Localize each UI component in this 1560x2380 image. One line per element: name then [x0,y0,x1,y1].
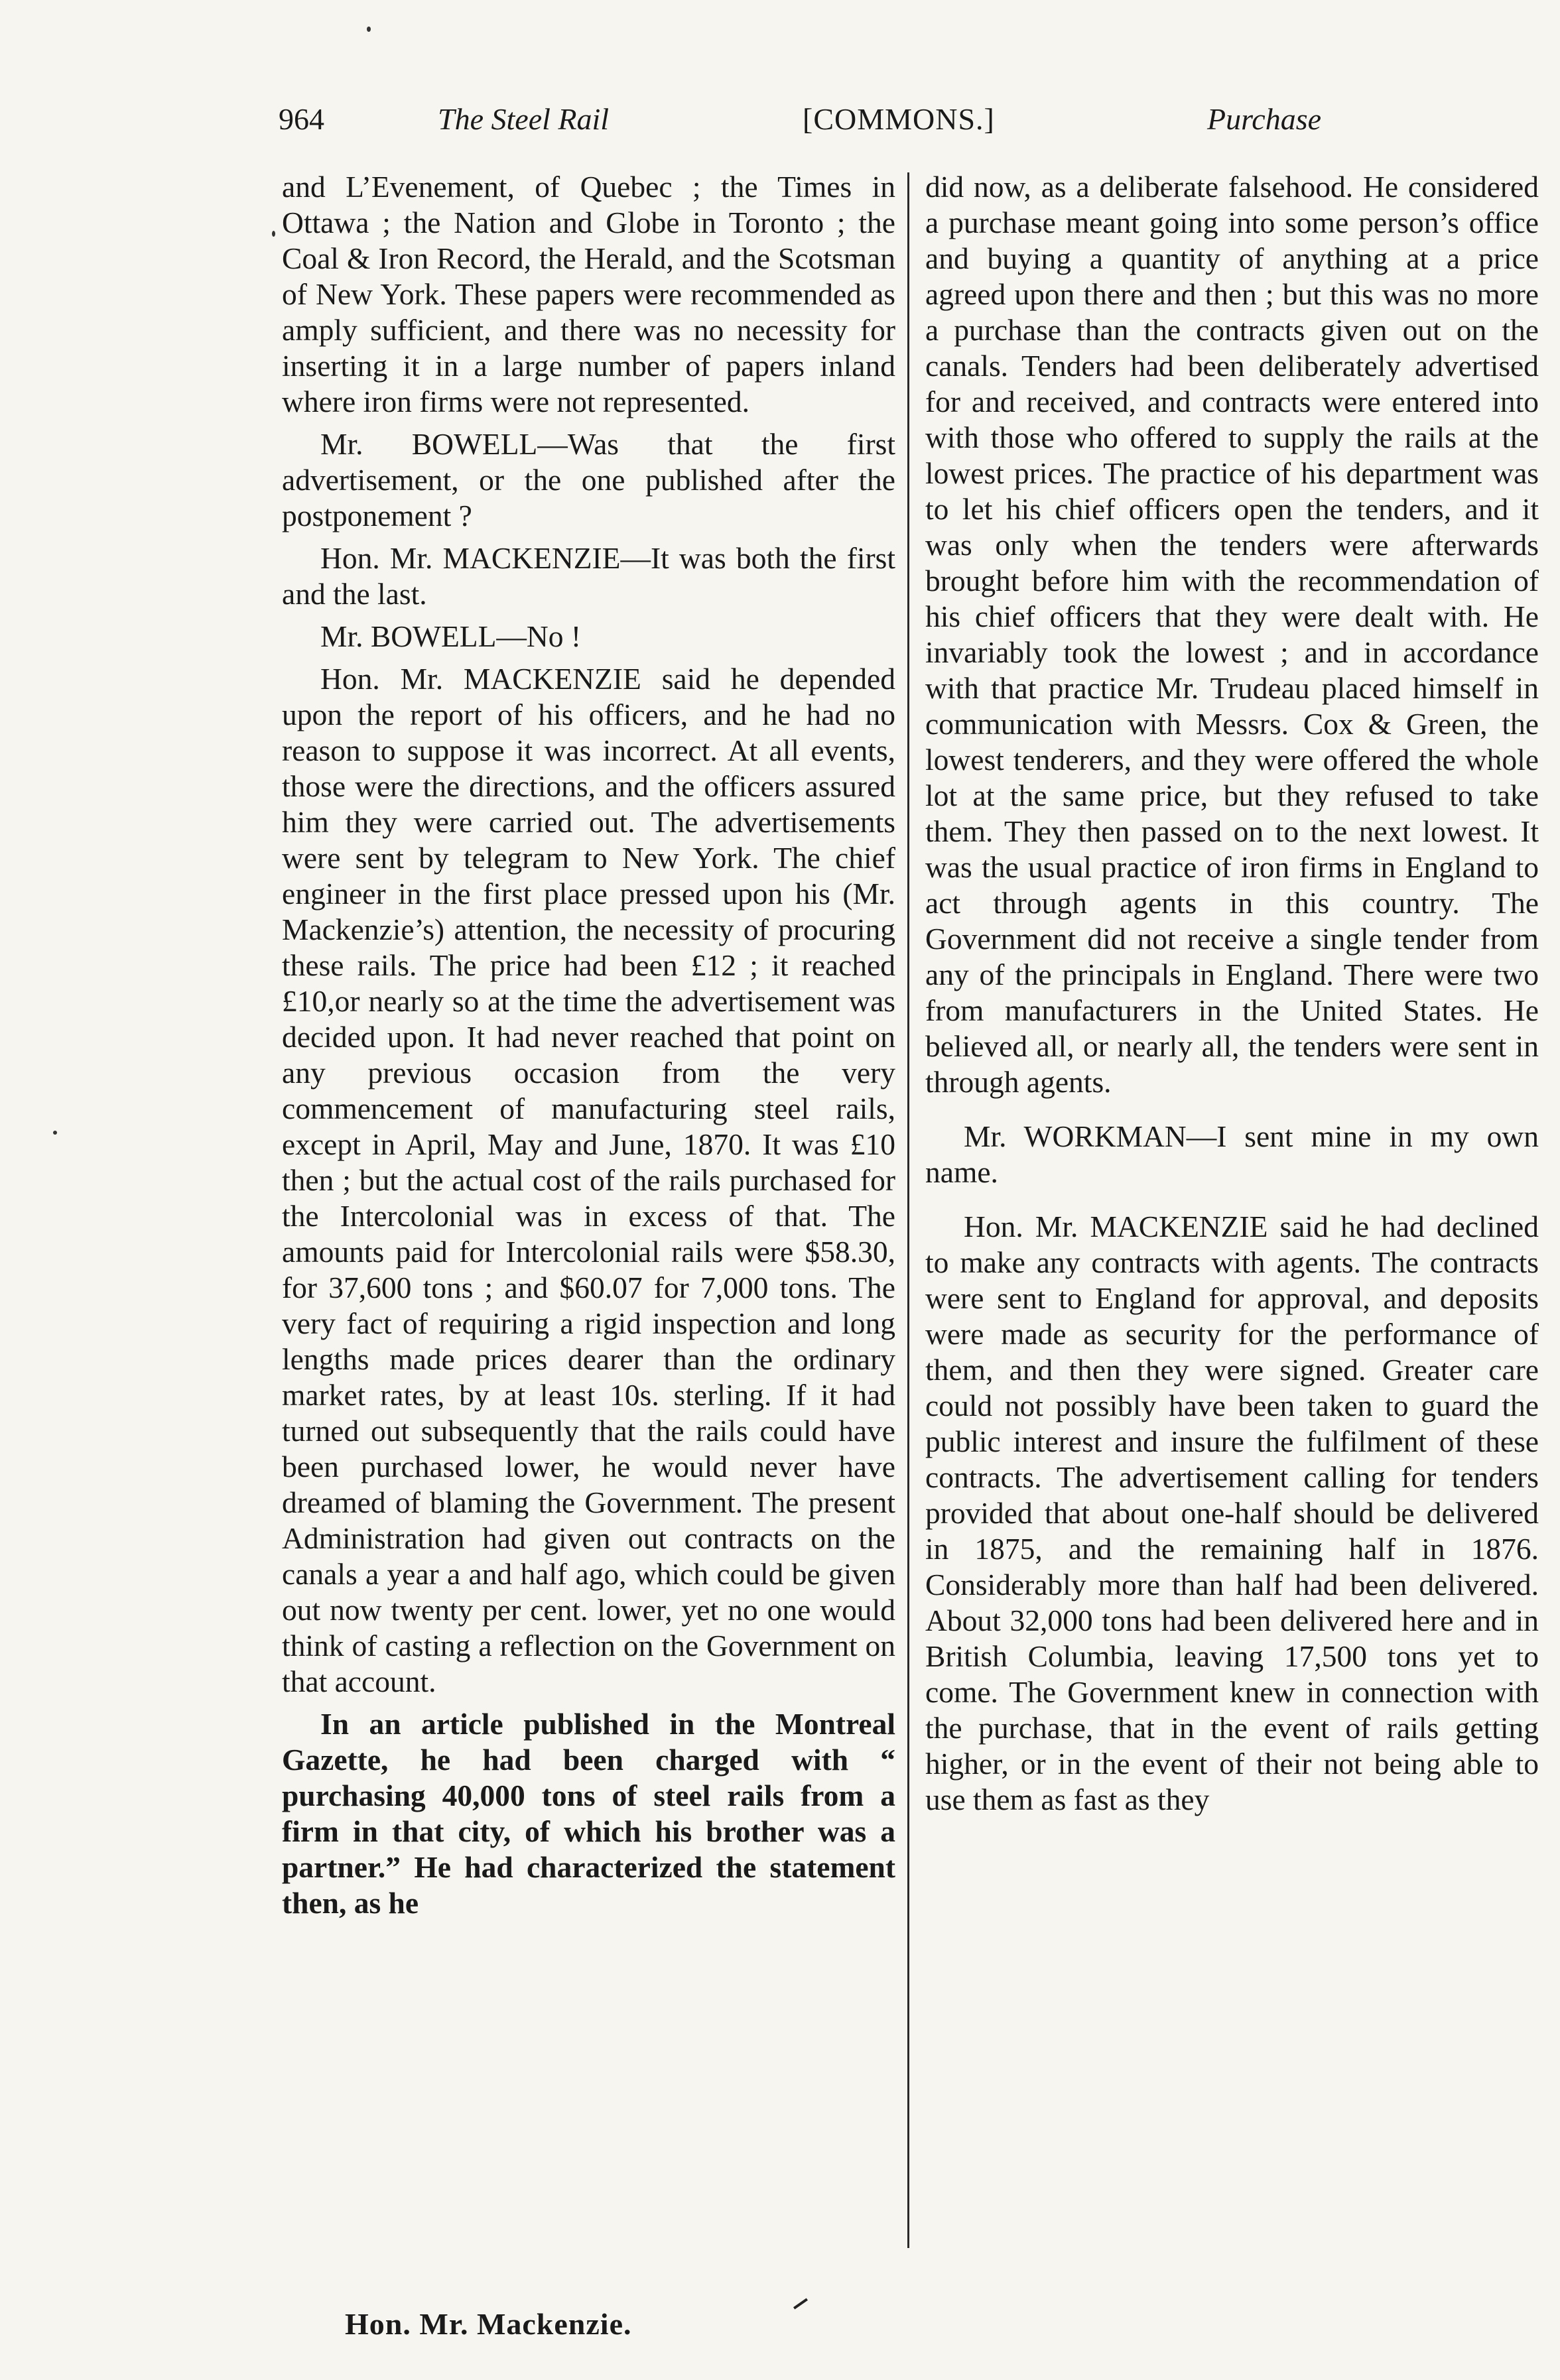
right-paragraph-3: Hon. Mr. MACKENZIE said he had declined to make any contracts with agents. The contracts were sent to England for approval, and deposits were made as security for the performance of them, and then they were signed. Greater care could not possibly have been taken to guard the public interest and insure the fulfilment of these contracts. The advertisement calling for tenders provided that about one-half should be delivered in 1875, and the remaining half in 1876. Considerably more than half had been delivered. About 32,000 tons had been delivered here and in British Columbia, leaving 17,500 tons yet to come. The Government knew in connection with the purchase, that in the event of rails getting higher, or in the event of their not being able to use them as fast as they [925,1210,1539,1816]
running-title: The Steel Rail [438,102,610,136]
right-paragraph-1: did now, as a deliberate falsehood. He considered a purchase meant going into some person’s office and buying a quantity of anything at a price agreed upon there and then ; but this was no more a purchase than the contracts given out on the canals. Tenders had been deliberately advertised for and received, and contracts were entered into with those who offered to supply the rails at the lowest prices. The practice of his department was to let his chief officers open the tenders, and it was only when the tenders were afterwards brought before him with the recommendation of his chief officers that they were dealt with. He invariably took the lowest ; and in accordance with that practice Mr. Trudeau placed himself in communication with Messrs. Cox & Green, the lowest tenderers, and they were offered the whole lot at the same price, but they refused to take them. They then passed on to the next lowest. It was the usual practice of iron firms in England to act through agents in this country. The Government did not receive a single tender from any of the principals in England. There were two from manufacturers in the United States. He believed all, or nearly all, the tenders were sent in through agents. [925,170,1539,1099]
left-paragraph-2: Mr. BOWELL—Was that the first advertisement, or the one published after the postponement ? [282,427,895,532]
left-paragraph-3: Hon. Mr. MACKENZIE—It was both the first and the last. [282,541,895,611]
ink-speck [272,231,275,237]
footer-speaker: Hon. Mr. Mackenzie. [345,2307,632,2341]
page-header [279,96,1366,143]
left-paragraph-4: Mr. BOWELL—No ! [320,619,582,653]
page-number: 964 [279,102,324,136]
right-paragraph-2: Mr. WORKMAN—I sent mine in my own name. [925,1119,1539,1189]
right-column [925,169,1539,1824]
left-paragraph-5: Hon. Mr. MACKENZIE said he depended upon the report of his officers, and he had no reason to suppose it was incorrect. At all events, those were the directions, and the officers assured him they were carried out. The advertisements were sent by telegram to New York. The chief engineer in the first place pressed upon his (Mr. Mackenzie’s) attention, the necessity of procuring these rails. The price had been £12 ; it reached £10,or nearly so at the time the advertisement was decided upon. It had never reached that point on any previous occasion from the very commencement of manufacturing steel rails, except in April, May and June, 1870. It was £10 then ; but the actual cost of the rails purchased for the Intercolonial was in excess of that. The amounts paid for Intercolonial rails were $58.30, for 37,600 tons ; and $60.07 for 7,000 tons. The very fact of requiring a rigid inspection and long lengths made prices dearer than the ordinary market rates, by at least 10s. sterling. If it had turned out subsequently that the rails could have been purchased lower, he would never have dreamed of blaming the Government. The present Administration had given out contracts on the canals a year a and half ago, which could be given out now twenty per cent. lower, yet no one would think of casting a reflection on the Government on that account. [282,662,895,1698]
ink-speck [367,27,371,32]
left-column [282,169,895,1928]
left-paragraph-6: In an article published in the Montreal Gazette, he had been charged with “ purchasing 40,000 tons of steel rails from a firm in that city, of which his brother was a partner.” He had characterized the statement then, as he [282,1707,895,1920]
running-topic: Purchase [1207,102,1322,136]
ink-speck [53,1131,57,1135]
column-divider [907,172,909,2248]
stray-mark [793,2298,808,2309]
left-paragraph-1: and L’Evenement, of Quebec ; the Times in Ottawa ; the Nation and Globe in Toronto ; the Coal & Iron Record, the Herald, and the Scotsman of New York. These papers were recommended as amply sufficient, and there was no necessity for inserting it in a large number of papers inland where iron firms were not represented. [282,170,895,418]
house-label: [COMMONS.] [803,102,995,136]
